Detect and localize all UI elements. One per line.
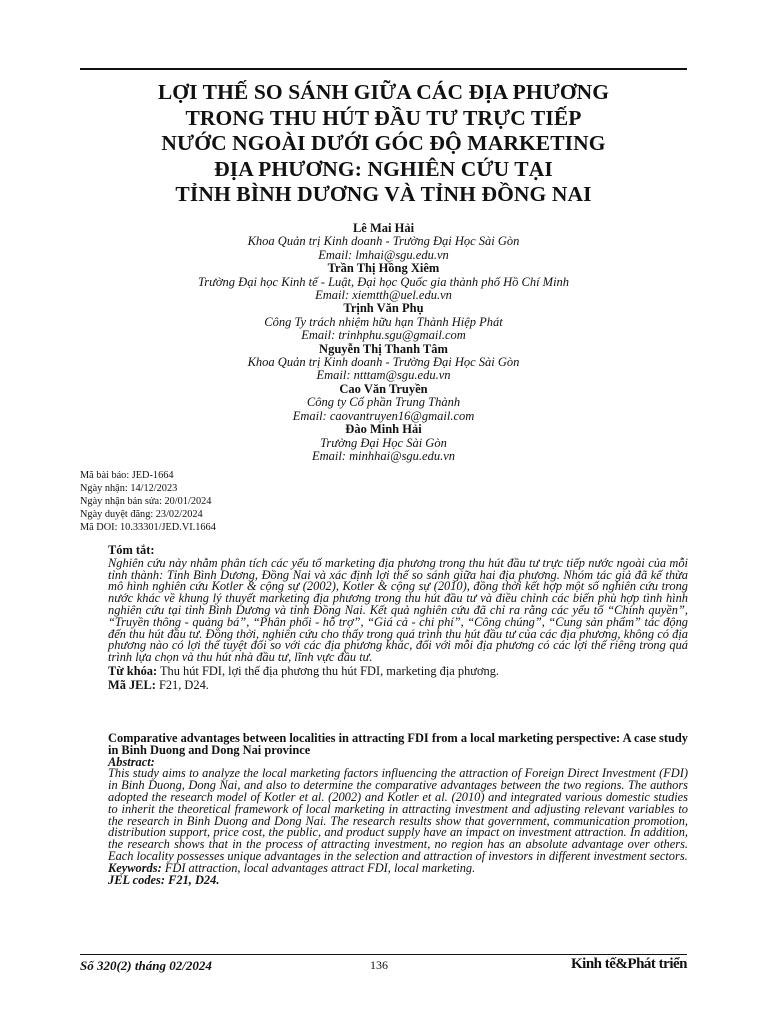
abstract-heading: Tóm tắt: [108,543,155,557]
author-affiliation: Công Ty trách nhiệm hữu hạn Thành Hiệp Phát [264,314,503,329]
keywords-label: Keywords: [108,860,162,875]
received-date: Ngày nhận: 14/12/2023 [80,483,178,494]
author-name: Cao Văn Truyền [339,381,428,396]
jel-codes [108,872,688,887]
english-title: Comparative advantages between localities in attracting FDI from a local marketing perspective: A case study in Binh Duong and Dong Nai province [108,731,688,757]
author-name: Lê Mai Hải [352,221,415,235]
abstract-heading: Abstract: [108,754,155,769]
title-line: TỈNH BÌNH DƯƠNG VÀ TỈNH ĐỒNG NAI [175,182,592,206]
issue-number: Số 320(2) tháng 02/2024 [80,958,212,973]
footer-rule [80,954,687,955]
author-affiliation: Trường Đại học Kinh tế - Luật, Đại học Quốc gia thành phố Hồ Chí Minh [197,274,570,289]
doi[interactable]: Mã DOI: 10.33301/JED.VI.1664 [80,522,216,533]
jel-text: F21, D24. [168,872,220,887]
author-email[interactable]: Email: lmhai@sgu.edu.vn [318,247,449,262]
author-list [80,222,687,463]
author-name: Trịnh Văn Phụ [343,301,424,316]
jel-codes [108,677,688,692]
keywords-label: Từ khóa: [108,663,158,678]
revised-date: Ngày nhận bản sửa: 20/01/2024 [80,496,212,507]
jel-label: JEL codes: [108,872,166,887]
journal-logo: Kinh tế&Phát triển [571,956,687,972]
keywords-text: Thu hút FDI, lợi thế địa phương thu hút FDI, marketing địa phương. [159,663,500,678]
author-email[interactable]: Email: caovantruyen16@gmail.com [292,408,475,423]
keywords-text: FDI attraction, local advantages attract FDI, local marketing. [164,860,476,875]
abstract-body: Nghiên cứu này nhằm phân tích các yếu tố marketing địa phương trong thu hút đầu tư trực tiếp nước ngoài của mỗi tỉnh thành: Tỉnh Bình Dương, Đồng Nai và xác định lợi thế so sánh giữa hai địa phương. Nhóm tác giả đã kế thừa mô hình nghiên cứu Kotler & cộng sự (2002), Kotler & cộng sự (2010), đồng thời kết hợp một số nghiên cứu trong nước khác về khung lý thuyết marketing địa phương trong thu hút đầu tư và điều chỉnh các biến phù hợp tình hình nghiên cứu tại tỉnh Bình Dương và tỉnh Đồng Nai. Kết quả nghiên cứu đã chỉ ra rằng các yếu tố “Chính quyền”, “Truyền thông - quảng bá”, “Phân phối - hỗ trợ”, “Giá cả - chi phí”, “Công chúng”, “Cung sản phẩm” tác động đến thu hút đầu tư. Đồng thời, nghiên cứu cho thấy trong quá trình thu hút đầu tư của các địa phương, không có địa phương nào có lợi thế tuyệt đối so với các địa phương khác, đối với mỗi địa phương có các lợi thế riêng trong quá trình lựa chọn và thu hút nhà đầu tư, lĩnh vực đầu tư. [108,555,688,665]
author-name: Trần Thị Hồng Xiêm [327,261,440,276]
abstract-vietnamese [108,545,688,692]
author-email[interactable]: Email: xiemtth@uel.edu.vn [315,288,452,303]
article-metadata [80,469,216,534]
author-affiliation: Trường Đại Học Sài Gòn [320,435,447,450]
jel-label: Mã JEL: [108,677,156,692]
title-line: NƯỚC NGOÀI DƯỚI GÓC ĐỘ MARKETING [161,131,606,155]
author-email[interactable]: Email: ntttam@sgu.edu.vn [316,368,451,383]
author-affiliation: Khoa Quản trị Kinh doanh - Trường Đại Học Sài Gòn [247,355,520,370]
title-line: ĐỊA PHƯƠNG: NGHIÊN CỨU TẠI [214,156,553,181]
article-title [80,80,687,208]
keywords [108,663,688,678]
accepted-date: Ngày duyệt đăng: 23/02/2024 [80,509,203,520]
article-code: Mã bài báo: JED-1664 [80,470,174,481]
author-email[interactable]: Email: minhhai@sgu.edu.vn [311,448,456,463]
author-affiliation: Khoa Quản trị Kinh doanh - Trường Đại Học Sài Gòn [247,234,520,249]
author-name: Đào Minh Hải [345,422,422,437]
page-number: 136 [370,958,388,972]
abstract-body: This study aims to analyze the local marketing factors influencing the attraction of Foreign Direct Investment (FDI) in Binh Duong, Dong Nai, and also to determine the comparative advantages between the two regions. The authors adopted the research model of Kotler et al. (2002) and Kotler et al. (2010) and integrated various domestic studies to inherit the theoretical framework of local marketing in attracting investment and adjusting relevant variables to the research in Binh Duong and Dong Nai. The research results show that government, communication promotion, distribution support, price cost, the public, and product supply have an impact on investment attraction. In addition, the research shows that in the process of attracting investment, no region has an absolute advantage over others. Each locality possesses unique advantages in the selection and attraction of investors in different investment sectors. [108,766,688,863]
top-rule [80,68,687,70]
author-affiliation: Công ty Cổ phần Trung Thành [306,395,461,410]
title-line: LỢI THẾ SO SÁNH GIỮA CÁC ĐỊA PHƯƠNG [157,80,610,104]
title-line: TRONG THU HÚT ĐẦU TƯ TRỰC TIẾP [185,105,582,130]
abstract-english [108,733,688,886]
author-email[interactable]: Email: trinhphu.sgu@gmail.com [301,328,466,343]
author-name: Nguyễn Thị Thanh Tâm [319,341,448,356]
jel-text: F21, D24. [158,677,209,692]
